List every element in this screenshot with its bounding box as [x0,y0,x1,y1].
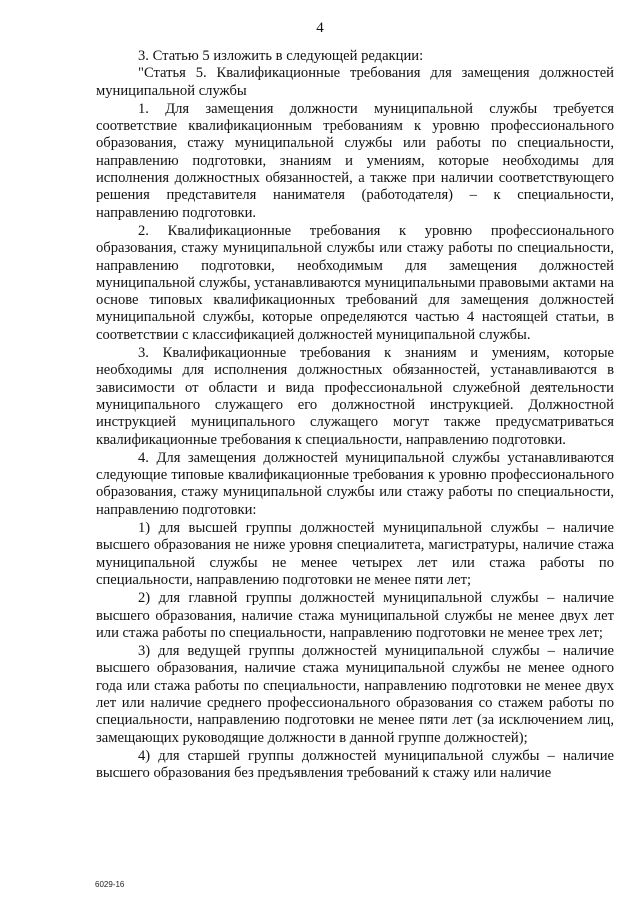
list-item-highest-group: 1) для высшей группы должностей муниципальной службы – наличие высшего образования не ниже уровня специалитета, магистратуры, наличие стажа муниципальной службы не менее четырех лет или стажа работы по специальности, направлению подготовки не менее пяти лет; [96,520,614,588]
paragraph-amendment-intro: 3. Статью 5 изложить в следующей редакции: [138,48,424,64]
paragraph-article-title: "Статья 5. Квалификационные требования для замещения должностей муниципальной службы [96,65,614,99]
page-number: 4 [316,20,324,36]
document-body [96,48,614,782]
paragraph-part-1: 1. Для замещения должности муниципальной службы требуется соответствие квалификационным требованиям к уровню профессионального образования, стажу муниципальной службы или работы по специальности, направлению подготовки, знаниям и умениям, которые необходимы для исполнения должностных обязанностей, а также при наличии соответствующего решения представителя нанимателя (работодателя) – к специальности, направлению подготовки. [96,100,614,221]
list-item-leading-group: 3) для ведущей группы должностей муниципальной службы – наличие высшего образования, наличие стажа муниципальной службы не менее одного года или стажа работы по специальности, направлению подготовки не менее двух лет или наличие среднего профессионального образования со стажем работы по специальности, направлению подготовки не менее пяти лет (за исключением лиц, замещающих руководящие должности в данной группе должностей); [96,643,614,746]
paragraph-part-4: 4. Для замещения должностей муниципальной службы устанавливаются следующие типовые квалификационные требования к уровню профессионального образования, стажу муниципальной службы или стажу работы по специальности, направлению подготовки: [96,449,614,518]
paragraph-part-3: 3. Квалификационные требования к знаниям и умениям, которые необходимы для исполнения должностных обязанностей, устанавливаются в зависимости от области и вида профессиональной служебной деятельности муниципального служащего его должностной инструкцией. Должностной инструкцией муниципального служащего могут также предусматриваться квалификационные требования к специальности, направлению подготовки. [96,345,614,448]
list-item-main-group: 2) для главной группы должностей муниципальной службы – наличие высшего образования, наличие стажа муниципальной службы не менее двух лет или стажа работы по специальности, направлению подготовки не менее трех лет; [96,590,614,641]
document-code: 6029-16 [95,880,125,889]
paragraph-part-2: 2. Квалификационные требования к уровню профессионального образования, стажу муниципальной службы или стажу работы по специальности, направлению подготовки, необходимым для замещения должностей муниципальной службы, устанавливаются муниципальными правовыми актами на основе типовых квалификационных требований для замещения должностей муниципальной службы, которые определяются частью 4 настоящей статьи, в соответствии с классификацией должностей муниципальной службы. [96,222,614,343]
list-item-senior-group: 4) для старшей группы должностей муниципальной службы – наличие высшего образования без предъявления требований к стажу или наличие [96,747,614,782]
